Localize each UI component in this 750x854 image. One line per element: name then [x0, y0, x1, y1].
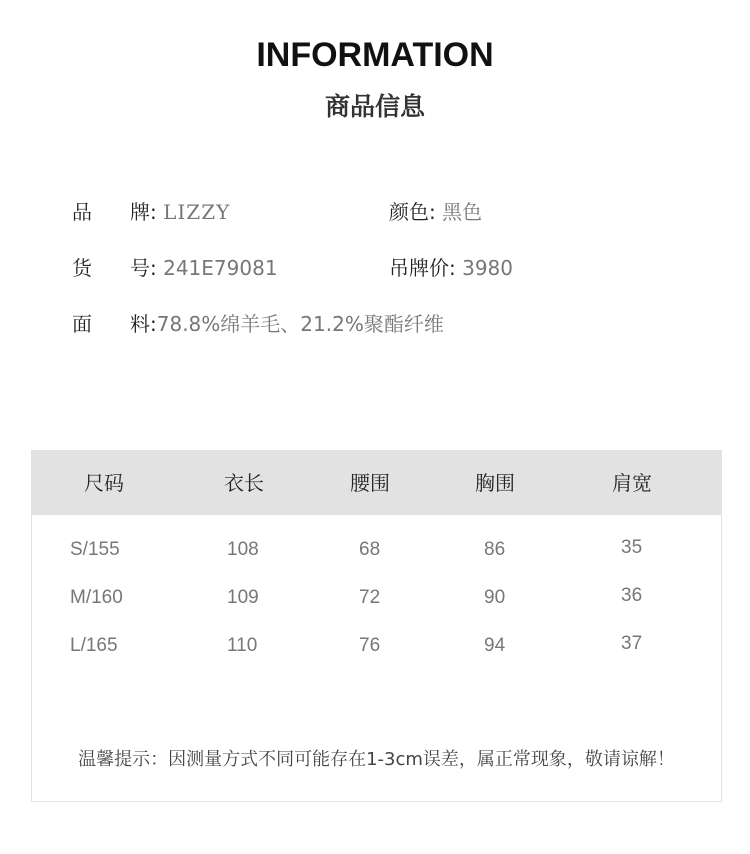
cell-shoulder: 35 [621, 537, 643, 558]
fabric-label: 面料 [72, 312, 150, 336]
color-label: 颜色 [389, 200, 429, 224]
cell-bust: 90 [484, 587, 506, 608]
brand-label: 品牌 [72, 200, 150, 224]
cell-bust: 94 [484, 635, 506, 656]
header-size: 尺码 [84, 471, 124, 495]
size-table-header [32, 451, 721, 515]
colon: : [429, 200, 436, 224]
cell-shoulder: 37 [621, 633, 643, 654]
cell-waist: 76 [359, 635, 381, 656]
measurement-notice: 温馨提示：因测量方式不同可能存在1-3cm误差，属正常现象，敬请谅解！ [78, 749, 675, 770]
sku-label: 货号 [72, 256, 150, 280]
colon: : [150, 200, 157, 224]
colon: : [449, 256, 456, 280]
colon: : [150, 312, 157, 336]
cell-waist: 72 [359, 587, 381, 608]
page-title: INFORMATION [256, 36, 494, 74]
sku-value: 241E79081 [163, 256, 278, 280]
page-subtitle: 商品信息 [324, 92, 425, 121]
color-row [389, 198, 482, 226]
price-label: 吊牌价 [389, 256, 449, 280]
header-waist: 腰围 [350, 471, 390, 495]
header-shoulder: 肩宽 [612, 471, 652, 495]
fabric-value: 78.8%绵羊毛、21.2%聚酯纤维 [156, 312, 444, 336]
cell-shoulder: 36 [621, 585, 643, 606]
price-value: 3980 [462, 256, 514, 280]
price-row [389, 254, 513, 282]
cell-length: 110 [227, 635, 258, 656]
cell-length: 109 [227, 587, 259, 608]
cell-size: M/160 [70, 587, 123, 608]
cell-length: 108 [227, 539, 259, 560]
header-bust: 胸围 [475, 471, 515, 495]
cell-bust: 86 [484, 539, 506, 560]
sku-row [72, 254, 278, 282]
cell-waist: 68 [359, 539, 381, 560]
brand-value: LIZZY [163, 200, 231, 224]
cell-size: S/155 [70, 539, 120, 560]
brand-row [72, 198, 230, 226]
colon: : [150, 256, 157, 280]
cell-size: L/165 [70, 635, 118, 656]
size-table [31, 450, 722, 802]
header-length: 衣长 [224, 471, 264, 495]
color-value: 黑色 [442, 200, 483, 224]
fabric-row [72, 310, 444, 338]
